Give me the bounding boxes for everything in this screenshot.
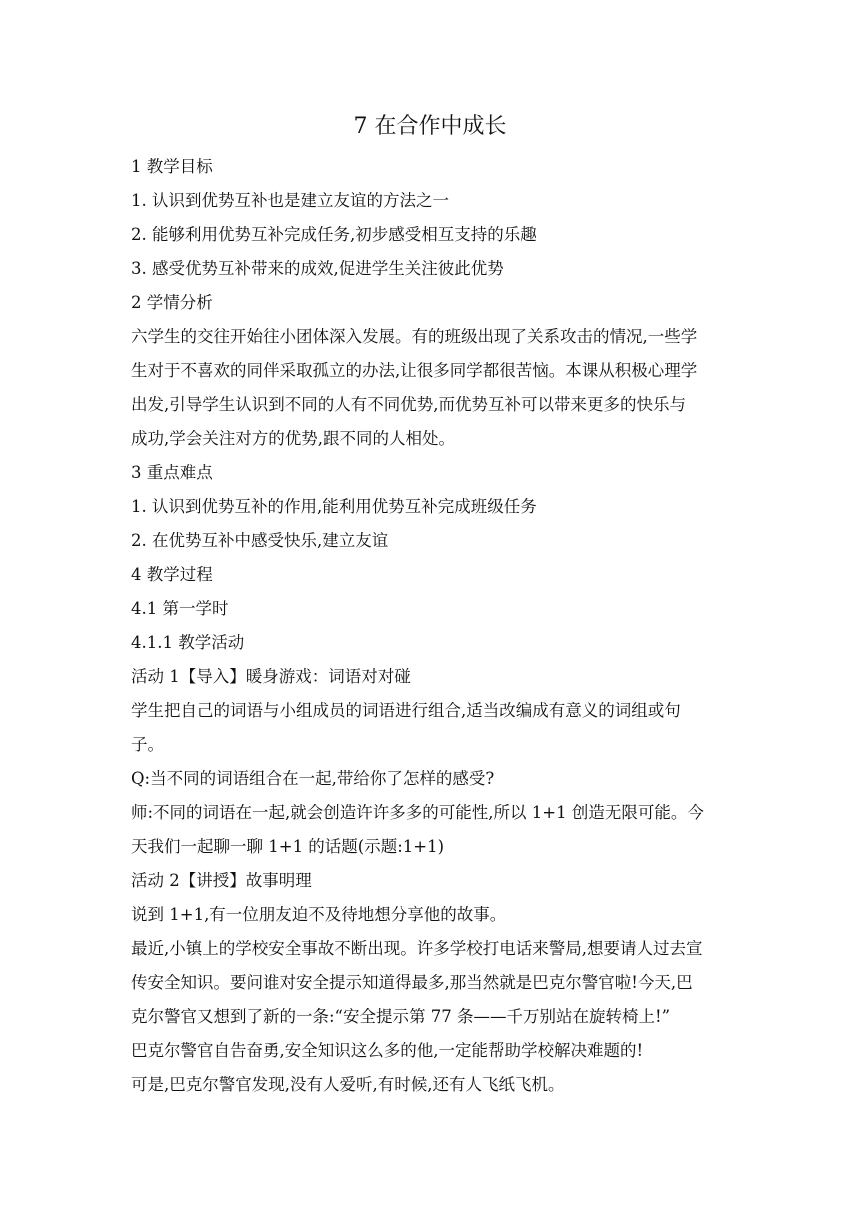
paragraph-line: 子。 [131, 735, 164, 754]
paragraph-line: 最近,小镇上的学校安全事故不断出现。许多学校打电话来警局,想要请人过去宣 [131, 939, 703, 958]
heading-teaching-process: 4 教学过程 [131, 565, 213, 584]
question-line: Q:当不同的词语组合在一起,带给你了怎样的感受? [131, 769, 495, 788]
paragraph-line: 天我们一起聊一聊 1+1 的话题(示题:1+1) [131, 837, 445, 856]
activity-2-heading: 活动 2【讲授】故事明理 [131, 871, 312, 890]
goal-item-2: 2. 能够利用优势互补完成任务,初步感受相互支持的乐趣 [131, 225, 537, 244]
paragraph-line: 师:不同的词语在一起,就会创造许许多多的可能性,所以 1+1 创造无限可能。今 [131, 803, 704, 822]
paragraph-line: 克尔警官又想到了新的一条:“安全提示第 77 条——千万别站在旋转椅上!” [131, 1007, 671, 1026]
document-title: 7 在合作中成长 [353, 114, 507, 139]
paragraph-line: 成功,学会关注对方的优势,跟不同的人相处。 [131, 429, 455, 448]
key-point-item-2: 2. 在优势互补中感受快乐,建立友谊 [131, 531, 389, 550]
paragraph-line: 传安全知识。要问谁对安全提示知道得最多,那当然就是巴克尔警官啦!今天,巴 [131, 973, 693, 992]
paragraph-line: 出发,引导学生认识到不同的人有不同优势,而优势互补可以带来更多的快乐与 [131, 395, 686, 414]
key-point-item-1: 1. 认识到优势互补的作用,能利用优势互补完成班级任务 [131, 497, 537, 516]
paragraph-line: 可是,巴克尔警官发现,没有人爱听,有时候,还有人飞纸飞机。 [131, 1075, 565, 1094]
subheading-first-period: 4.1 第一学时 [131, 599, 229, 618]
subheading-teaching-activities: 4.1.1 教学活动 [131, 633, 245, 652]
activity-1-heading: 活动 1【导入】暖身游戏：词语对对碰 [131, 667, 411, 686]
document-body [131, 150, 741, 1102]
heading-student-analysis: 2 学情分析 [131, 293, 213, 312]
heading-key-points: 3 重点难点 [131, 463, 213, 482]
paragraph-line: 学生把自己的词语与小组成员的词语进行组合,适当改编成有意义的词组或句 [131, 701, 681, 720]
paragraph-line: 说到 1+1,有一位朋友迫不及待地想分享他的故事。 [131, 905, 507, 924]
paragraph-line: 巴克尔警官自告奋勇,安全知识这么多的他,一定能帮助学校解决难题的! [131, 1041, 644, 1060]
heading-teaching-goals: 1 教学目标 [131, 157, 213, 176]
paragraph-line: 六学生的交往开始往小团体深入发展。有的班级出现了关系攻击的情况,一些学 [131, 327, 698, 346]
goal-item-1: 1. 认识到优势互补也是建立友谊的方法之一 [131, 191, 449, 210]
paragraph-line: 生对于不喜欢的同伴采取孤立的办法,让很多同学都很苦恼。本课从积极心理学 [131, 361, 698, 380]
goal-item-3: 3. 感受优势互补带来的成效,促进学生关注彼此优势 [131, 259, 504, 278]
